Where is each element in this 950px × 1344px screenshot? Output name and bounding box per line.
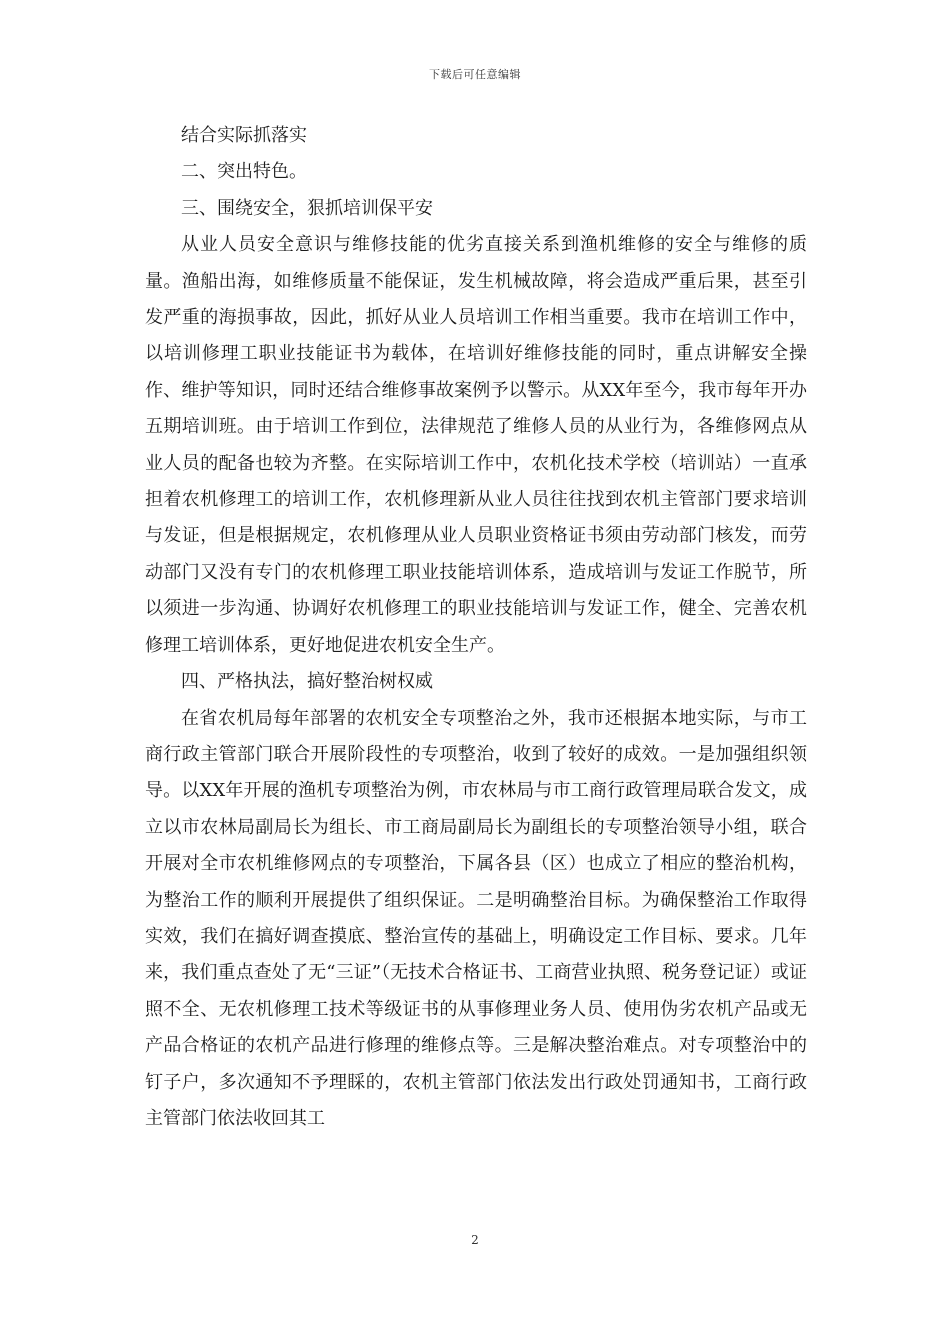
document-body	[145, 118, 807, 1137]
page-number: 2	[471, 1233, 479, 1247]
section-heading-2: 二、突出特色。	[181, 161, 307, 183]
page-header: 下载后可任意编辑	[429, 68, 521, 81]
text-line-continuation: 结合实际抓落实	[181, 125, 307, 146]
paragraph-training: 从业人员安全意识与维修技能的优劣直接关系到渔机维修的安全与维修的质量。渔船出海，如维修质量不能保证，发生机械故障，将会造成严重后果，甚至引发严重的海损事故，因此，抓好从业人员培训工作相当重要。我市在培训工作中，以培训修理工职业技能证书为载体，在培训好维修技能的同时，重点讲解安全操作、维护等知识，同时还结合维修事故案例予以警示。从XX年至今，我市每年开办五期培训班。由于培训工作到位，法律规范了维修人员的从业行为，各维修网点从业人员的配备也较为齐整。在实际培训工作中，农机化技术学校（培训站）一直承担着农机修理工的培训工作，农机修理新从业人员往往找到农机主管部门要求培训与发证，但是根据规定，农机修理从业人员职业资格证书须由劳动部门核发，而劳动部门又没有专门的农机修理工职业技能培训体系，造成培训与发证工作脱节，所以须进一步沟通、协调好农机修理工的职业技能培训与发证工作，健全、完善农机修理工培训体系，更好地促进农机安全生产。	[145, 234, 807, 656]
paragraph-enforcement: 在省农机局每年部署的农机安全专项整治之外，我市还根据本地实际，与市工商行政主管部门联合开展阶段性的专项整治，收到了较好的成效。一是加强组织领导。以XX年开展的渔机专项整治为例，市农林局与市工商行政管理局联合发文，成立以市农林局副局长为组长、市工商局副局长为副组长的专项整治领导小组，联合开展对全市农机维修网点的专项整治，下属各县（区）也成立了相应的整治机构，为整治工作的顺利开展提供了组织保证。二是明确整治目标。为确保整治工作取得实效，我们在搞好调查摸底、整治宣传的基础上，明确设定工作目标、要求。几年来，我们重点查处了无“三证”（无技术合格证书、工商营业执照、税务登记证）或证照不全、无农机修理工技术等级证书的从事修理业务人员、使用伪劣农机产品或无产品合格证的农机产品进行修理的维修点等。三是解决整治难点。对专项整治中的钉子户，多次通知不予理睬的，农机主管部门依法发出行政处罚通知书，工商行政主管部门依法收回其工	[145, 707, 807, 1129]
section-heading-4: 四、严格执法，搞好整治树权威	[181, 671, 433, 693]
section-heading-3: 三、围绕安全，狠抓培训保平安	[181, 197, 433, 219]
